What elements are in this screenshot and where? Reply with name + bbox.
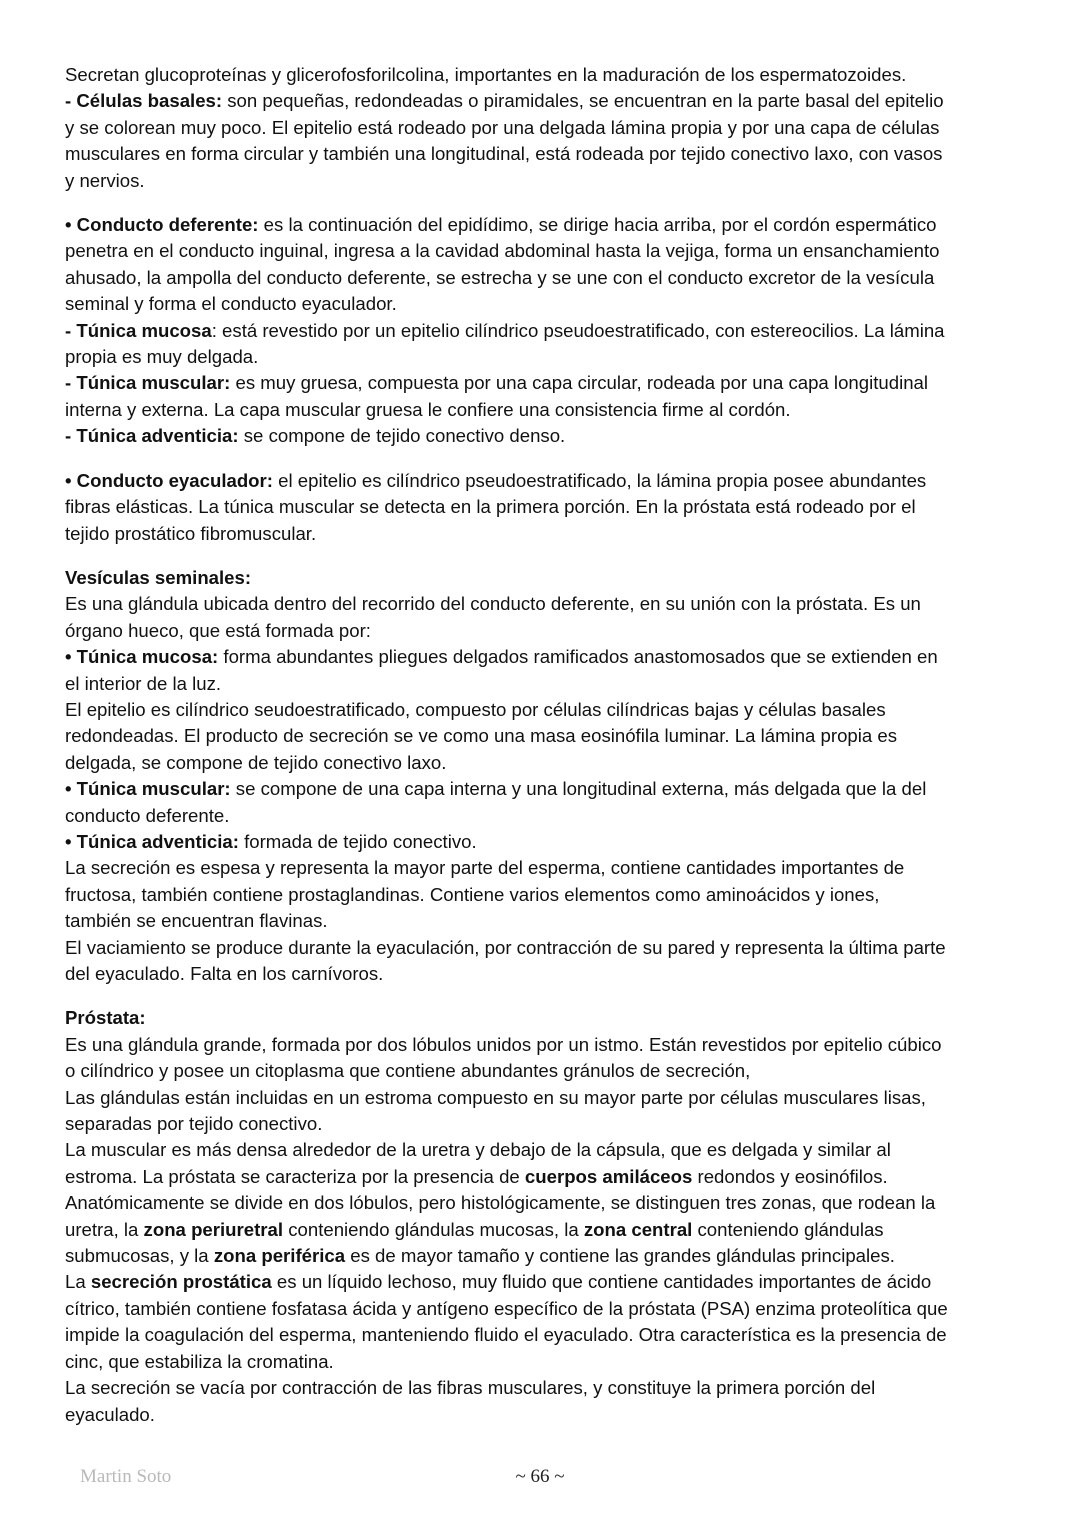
text-line bbox=[65, 908, 1020, 934]
line-text: uretra, la bbox=[65, 1218, 144, 1240]
line-text: fibras elásticas. La túnica muscular se detecta en la primera porción. En la próstata está rodeado por el bbox=[65, 496, 916, 518]
line-text: La muscular es más densa alrededor de la uretra y debajo de la cápsula, que es delgada y similar al bbox=[65, 1139, 891, 1161]
bold-term: • Túnica adventicia: bbox=[65, 830, 239, 852]
line-text: conteniendo glándulas mucosas, la bbox=[283, 1218, 584, 1240]
text-line bbox=[65, 1085, 1020, 1111]
bold-term: • Conducto eyaculador: bbox=[65, 469, 273, 491]
bold-term: zona periuretral bbox=[143, 1218, 284, 1240]
bold-term: zona central bbox=[583, 1218, 693, 1240]
line-text: redondeadas. El producto de secreción se ve como una masa eosinófila luminar. La lámina propia es bbox=[65, 725, 898, 747]
bold-term: zona periférica bbox=[213, 1245, 346, 1267]
line-text: : está revestido por un epitelio cilíndrico pseudoestratificado, con estereocilios. La lámina bbox=[211, 319, 945, 341]
line-text: cinc, que estabiliza la cromatina. bbox=[65, 1350, 334, 1372]
bold-term: - Túnica adventicia: bbox=[65, 425, 239, 447]
line-text: penetra en el conducto inguinal, ingresa a la cavidad abdominal hasta la vejiga, forma un ensanchamiento bbox=[65, 240, 940, 262]
text-line bbox=[65, 1217, 1020, 1243]
paragraph-gap bbox=[65, 194, 1020, 212]
line-text: cítrico, también contiene fosfatasa ácida y antígeno específico de la próstata (PSA) enzima proteolítica que bbox=[65, 1297, 948, 1319]
text-line bbox=[65, 776, 1020, 802]
bold-term: secreción prostática bbox=[90, 1271, 272, 1293]
line-text: Las glándulas están incluidas en un estroma compuesto en su mayor parte por células musculares lisas, bbox=[65, 1086, 926, 1108]
text-line bbox=[65, 1137, 1020, 1163]
footer-author: Martin Soto bbox=[80, 1466, 172, 1487]
text-line bbox=[65, 618, 1020, 644]
line-text: La bbox=[65, 1271, 91, 1293]
text-line bbox=[65, 88, 1020, 114]
text-line bbox=[65, 723, 1020, 749]
text-line bbox=[65, 115, 1020, 141]
line-text: o cilíndrico y posee un citoplasma que contiene abundantes gránulos de secreción, bbox=[65, 1060, 751, 1082]
bold-term: - Túnica mucosa bbox=[65, 319, 212, 341]
line-text: del eyaculado. Falta en los carnívoros. bbox=[65, 963, 384, 984]
text-line bbox=[65, 168, 1020, 194]
line-text: eyaculado. bbox=[65, 1403, 155, 1425]
paragraph-gap bbox=[65, 987, 1020, 1005]
text-line bbox=[65, 370, 1020, 396]
paragraph-gap bbox=[65, 450, 1020, 468]
line-text: La secreción se vacía por contracción de las fibras musculares, y constituye la primera porción del bbox=[65, 1377, 876, 1399]
text-line bbox=[65, 494, 1020, 520]
text-line bbox=[65, 1111, 1020, 1137]
text-line bbox=[65, 803, 1020, 829]
text-line bbox=[65, 1005, 1020, 1031]
line-text: estroma. La próstata se caracteriza por la presencia de bbox=[65, 1165, 525, 1187]
text-line bbox=[65, 1032, 1020, 1058]
line-text: se compone de tejido conectivo denso. bbox=[238, 425, 566, 447]
text-line bbox=[65, 1058, 1020, 1084]
text-line bbox=[65, 423, 1020, 449]
text-line bbox=[65, 141, 1020, 167]
line-text: Secretan glucoproteínas y glicerofosforilcolina, importantes en la maduración de los espermatozoides. bbox=[65, 64, 907, 85]
text-line bbox=[65, 829, 1020, 855]
text-line bbox=[65, 62, 1020, 88]
bold-term: cuerpos amiláceos bbox=[524, 1165, 693, 1187]
line-text: es muy gruesa, compuesta por una capa circular, rodeada por una capa longitudinal bbox=[230, 372, 929, 394]
page-number: ~ 66 ~ bbox=[515, 1466, 565, 1487]
text-line bbox=[65, 318, 1020, 344]
line-text: son pequeñas, redondeadas o piramidales, se encuentran en la parte basal del epitelio bbox=[222, 90, 944, 112]
text-line bbox=[65, 1190, 1020, 1216]
text-line bbox=[65, 265, 1020, 291]
line-text: conducto deferente. bbox=[65, 804, 230, 826]
line-text: redondos y eosinófilos. bbox=[692, 1165, 888, 1187]
text-line bbox=[65, 212, 1020, 238]
line-text: es de mayor tamaño y contiene las grandes glándulas principales. bbox=[345, 1245, 895, 1267]
bold-term: • Túnica muscular: bbox=[65, 778, 231, 800]
line-text: es la continuación del epidídimo, se dirige hacia arriba, por el cordón espermático bbox=[258, 214, 937, 236]
line-text: tejido prostático fibromuscular. bbox=[65, 522, 317, 544]
text-line bbox=[65, 855, 1020, 881]
text-line bbox=[65, 1349, 1020, 1375]
text-line bbox=[65, 238, 1020, 264]
line-text: el epitelio es cilíndrico pseudoestratificado, la lámina propia posee abundantes bbox=[272, 469, 927, 491]
line-text: impide la coagulación del esperma, manteniendo fluido el eyaculado. Otra característica es la presencia de bbox=[65, 1324, 947, 1346]
text-line bbox=[65, 521, 1020, 547]
line-text: formada de tejido conectivo. bbox=[238, 830, 477, 852]
text-line bbox=[65, 468, 1020, 494]
line-text: y se colorean muy poco. El epitelio está rodeado por una delgada lámina propia y por una capa de células bbox=[65, 116, 940, 138]
text-line bbox=[65, 1402, 1020, 1428]
text-line bbox=[65, 565, 1020, 591]
bold-term: • Túnica mucosa: bbox=[65, 646, 219, 668]
line-text: ahusado, la ampolla del conducto deferente, se estrecha y se une con el conducto excretor de la vesícula bbox=[65, 266, 935, 288]
line-text: y nervios. bbox=[65, 169, 145, 191]
line-text: interna y externa. La capa muscular gruesa le confiere una consistencia firme al cordón. bbox=[65, 398, 791, 420]
text-line bbox=[65, 697, 1020, 723]
line-text: el interior de la luz. bbox=[65, 672, 222, 694]
line-text: órgano hueco, que está formada por: bbox=[65, 619, 371, 641]
text-line bbox=[65, 1269, 1020, 1295]
line-text: Anatómicamente se divide en dos lóbulos, pero histológicamente, se distinguen tres zonas, que rodean la bbox=[65, 1192, 936, 1214]
text-line bbox=[65, 644, 1020, 670]
text-line bbox=[65, 882, 1020, 908]
paragraph-gap bbox=[65, 547, 1020, 565]
text-line bbox=[65, 935, 1020, 961]
line-text: La secreción es espesa y representa la mayor parte del esperma, contiene cantidades importantes de bbox=[65, 857, 905, 879]
text-line bbox=[65, 1322, 1020, 1348]
text-line bbox=[65, 1164, 1020, 1190]
line-text: delgada, se compone de tejido conectivo laxo. bbox=[65, 751, 447, 773]
text-line bbox=[65, 961, 1020, 987]
line-text: propia es muy delgada. bbox=[65, 346, 259, 368]
line-text: fructosa, también contiene prostaglandinas. Contiene varios elementos como aminoácidos y iones, bbox=[65, 883, 880, 905]
bold-term: Vesículas seminales: bbox=[65, 566, 252, 588]
line-text: separadas por tejido conectivo. bbox=[65, 1113, 323, 1135]
document-body bbox=[65, 62, 1020, 1428]
text-line bbox=[65, 1375, 1020, 1401]
line-text: Es una glándula grande, formada por dos lóbulos unidos por un istmo. Están revestidos por epitelio cúbico bbox=[65, 1033, 942, 1055]
bold-term: - Células basales: bbox=[65, 90, 223, 112]
line-text: se compone de una capa interna y una longitudinal externa, más delgada que la del bbox=[230, 778, 927, 800]
line-text: Es una glándula ubicada dentro del recorrido del conducto deferente, en su unión con la próstata. Es un bbox=[65, 593, 921, 615]
line-text: forma abundantes pliegues delgados ramificados anastomosados que se extienden en bbox=[218, 646, 938, 668]
bold-term: • Conducto deferente: bbox=[65, 214, 259, 236]
line-text: submucosas, y la bbox=[65, 1245, 214, 1267]
text-line bbox=[65, 291, 1020, 317]
line-text: El vaciamiento se produce durante la eyaculación, por contracción de su pared y representa la última parte bbox=[65, 936, 946, 958]
line-text: conteniendo glándulas bbox=[692, 1218, 884, 1240]
text-line bbox=[65, 750, 1020, 776]
bold-term: Próstata: bbox=[65, 1007, 146, 1029]
text-line bbox=[65, 1296, 1020, 1322]
line-text: seminal y forma el conducto eyaculador. bbox=[65, 293, 397, 315]
line-text: es un líquido lechoso, muy fluido que contiene cantidades importantes de ácido bbox=[271, 1271, 932, 1293]
text-line bbox=[65, 344, 1020, 370]
line-text: musculares en forma circular y también una longitudinal, está rodeada por tejido conectivo laxo, con vasos bbox=[65, 143, 943, 165]
line-text: El epitelio es cilíndrico seudoestratificado, compuesto por células cilíndricas bajas y células basales bbox=[65, 698, 886, 720]
bold-term: - Túnica muscular: bbox=[65, 372, 231, 394]
text-line bbox=[65, 671, 1020, 697]
text-line bbox=[65, 591, 1020, 617]
line-text: también se encuentran flavinas. bbox=[65, 910, 328, 932]
text-line bbox=[65, 1243, 1020, 1269]
text-line bbox=[65, 397, 1020, 423]
